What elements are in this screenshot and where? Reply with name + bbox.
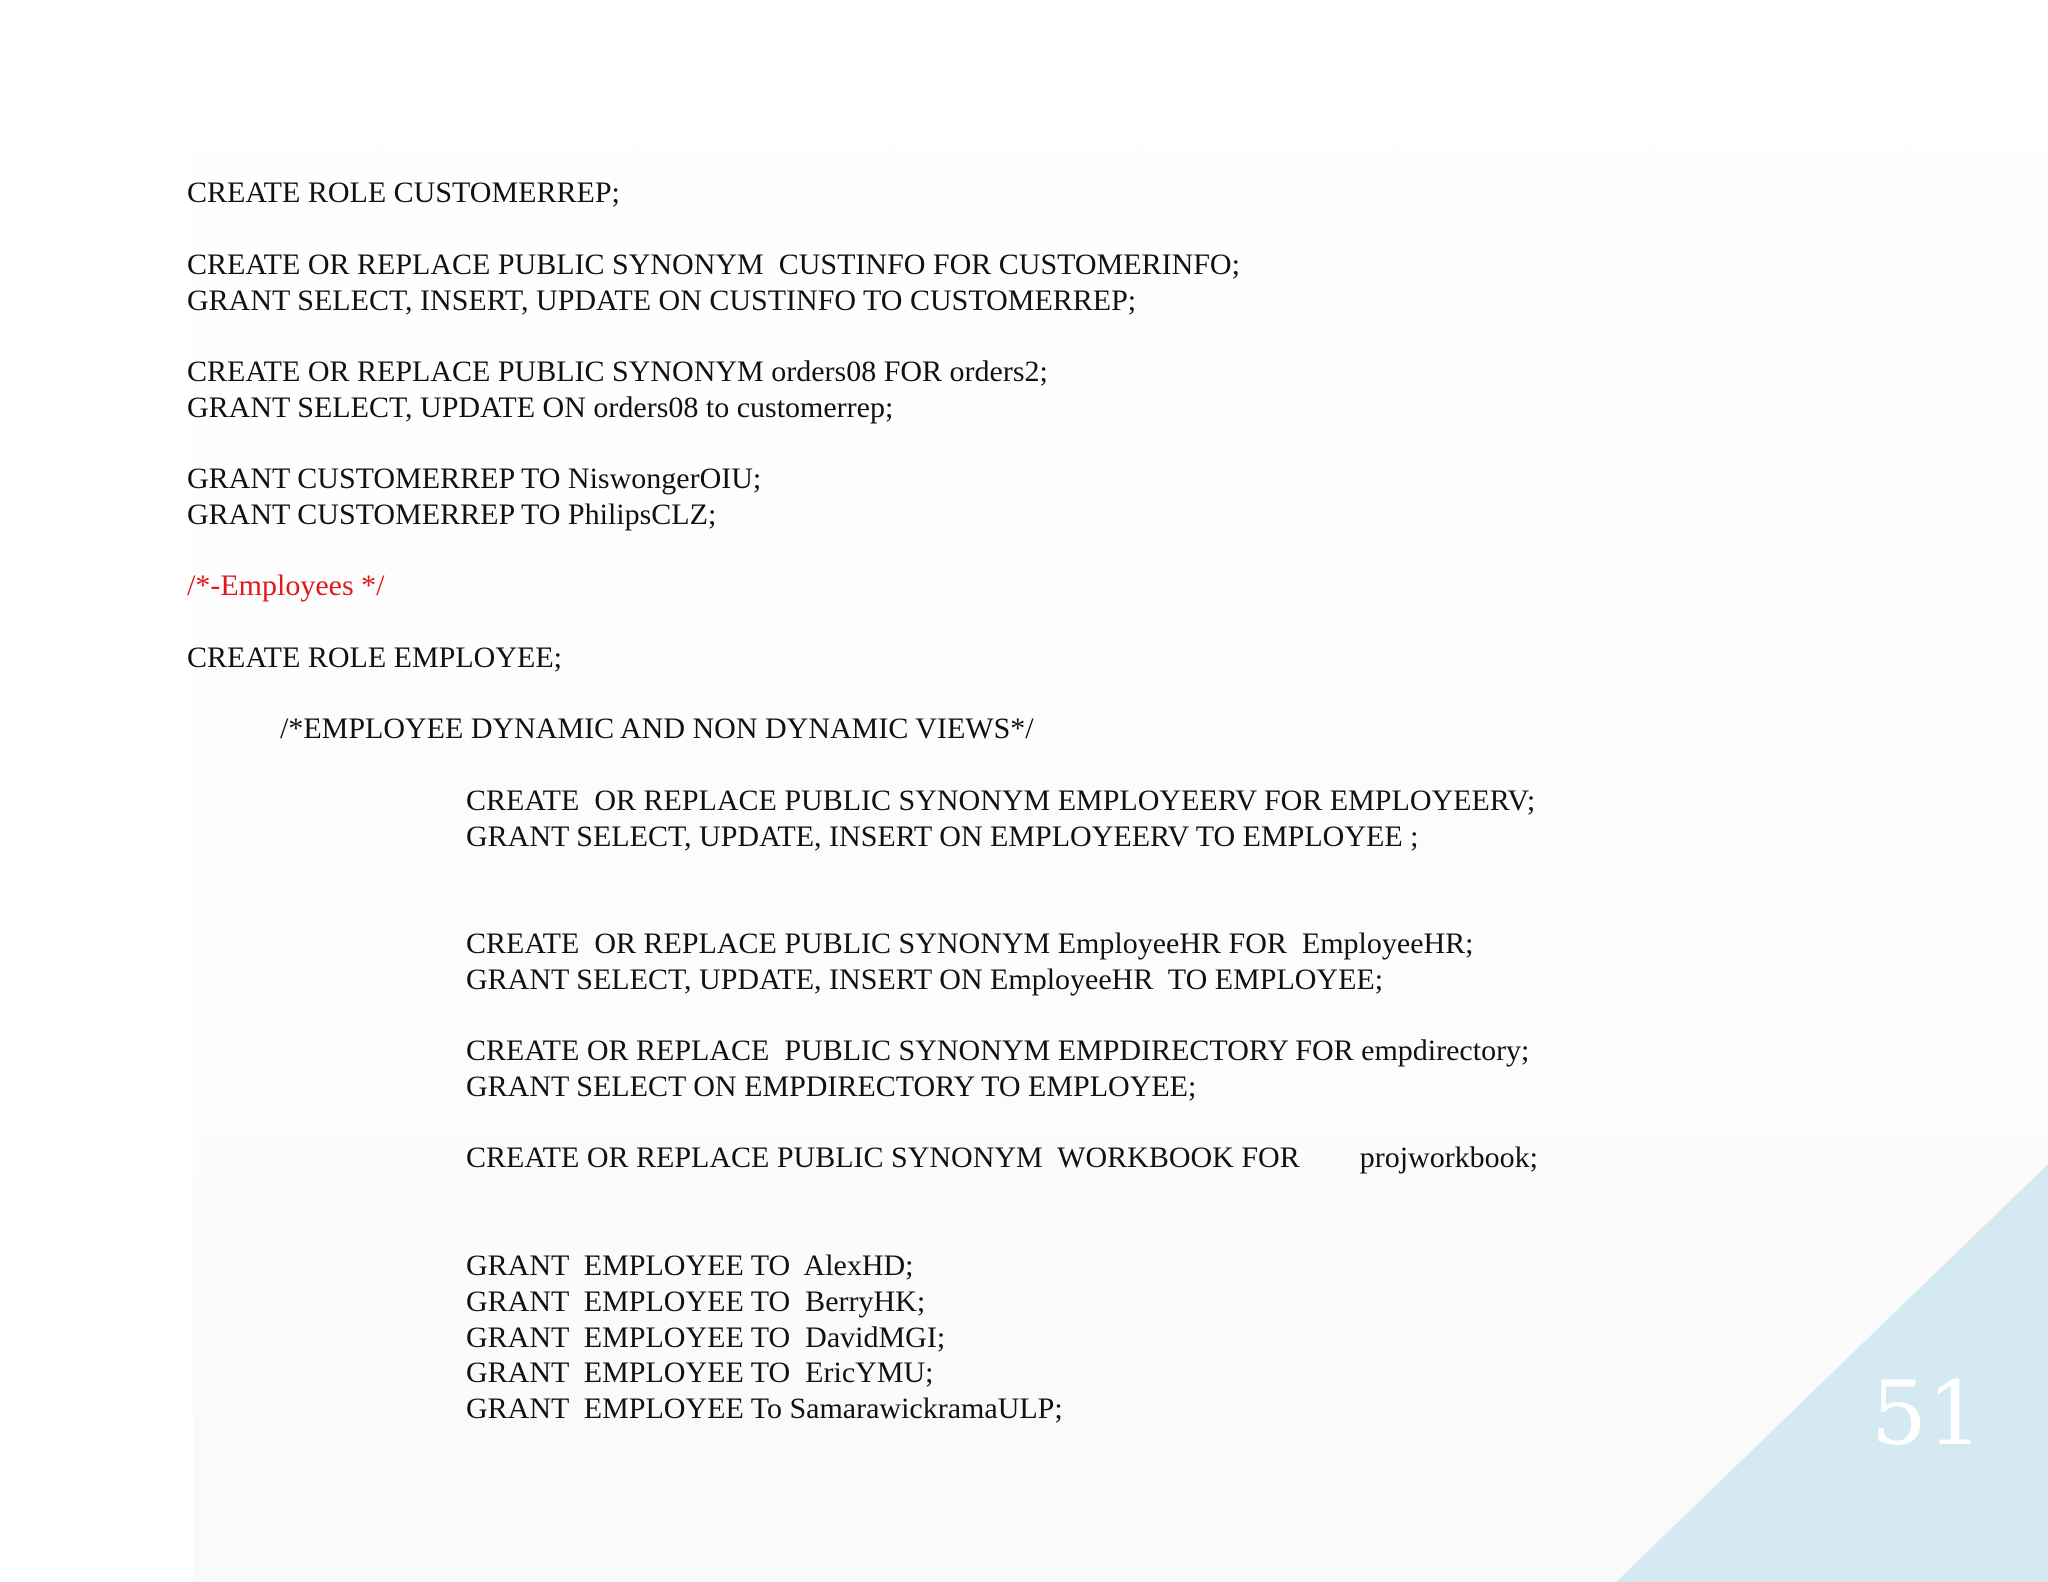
sql-line-grant-philips: GRANT CUSTOMERREP TO PhilipsCLZ;	[187, 498, 717, 531]
sql-line-grant-davidmgi: GRANT EMPLOYEE TO DavidMGI;	[466, 1321, 946, 1354]
sql-line-grant-alexhd: GRANT EMPLOYEE TO AlexHD;	[466, 1249, 914, 1282]
sql-line-synonym-employeerv: CREATE OR REPLACE PUBLIC SYNONYM EMPLOYEERV FOR EMPLOYEERV;	[466, 784, 1536, 817]
sql-comment-employees: /*-Employees */	[187, 569, 385, 602]
sql-line-synonym-orders08: CREATE OR REPLACE PUBLIC SYNONYM orders08 FOR orders2;	[187, 355, 1048, 388]
sql-line-grant-niswonger: GRANT CUSTOMERREP TO NiswongerOIU;	[187, 462, 762, 495]
sql-line-grant-custinfo: GRANT SELECT, INSERT, UPDATE ON CUSTINFO TO CUSTOMERREP;	[187, 284, 1137, 317]
sql-line-synonym-custinfo: CREATE OR REPLACE PUBLIC SYNONYM CUSTINFO FOR CUSTOMERINFO;	[187, 248, 1240, 281]
sql-line-grant-employeerv: GRANT SELECT, UPDATE, INSERT ON EMPLOYEERV TO EMPLOYEE ;	[466, 820, 1419, 853]
sql-line-grant-employeehr: GRANT SELECT, UPDATE, INSERT ON EmployeeHR TO EMPLOYEE;	[466, 963, 1384, 996]
sql-line-create-role-employee: CREATE ROLE EMPLOYEE;	[187, 641, 562, 674]
sql-line-grant-samarawickrama: GRANT EMPLOYEE To SamarawickramaULP;	[466, 1392, 1063, 1425]
sql-comment-views: /*EMPLOYEE DYNAMIC AND NON DYNAMIC VIEWS*/	[280, 712, 1034, 745]
sql-line-synonym-workbook: CREATE OR REPLACE PUBLIC SYNONYM WORKBOOK FOR projworkbook;	[466, 1141, 1539, 1174]
page-number: 51	[1871, 1362, 1983, 1465]
sql-line-synonym-empdirectory: CREATE OR REPLACE PUBLIC SYNONYM EMPDIRECTORY FOR empdirectory;	[466, 1034, 1530, 1067]
sql-line-grant-berryhk: GRANT EMPLOYEE TO BerryHK;	[466, 1285, 926, 1318]
sql-line-synonym-employeehr: CREATE OR REPLACE PUBLIC SYNONYM EmployeeHR FOR EmployeeHR;	[466, 927, 1474, 960]
sql-line-create-role-customerrep: CREATE ROLE CUSTOMERREP;	[187, 176, 620, 209]
sql-line-grant-orders08: GRANT SELECT, UPDATE ON orders08 to customerrep;	[187, 391, 894, 424]
sql-line-grant-empdirectory: GRANT SELECT ON EMPDIRECTORY TO EMPLOYEE;	[466, 1070, 1197, 1103]
sql-line-grant-ericymu: GRANT EMPLOYEE TO EricYMU;	[466, 1356, 934, 1389]
